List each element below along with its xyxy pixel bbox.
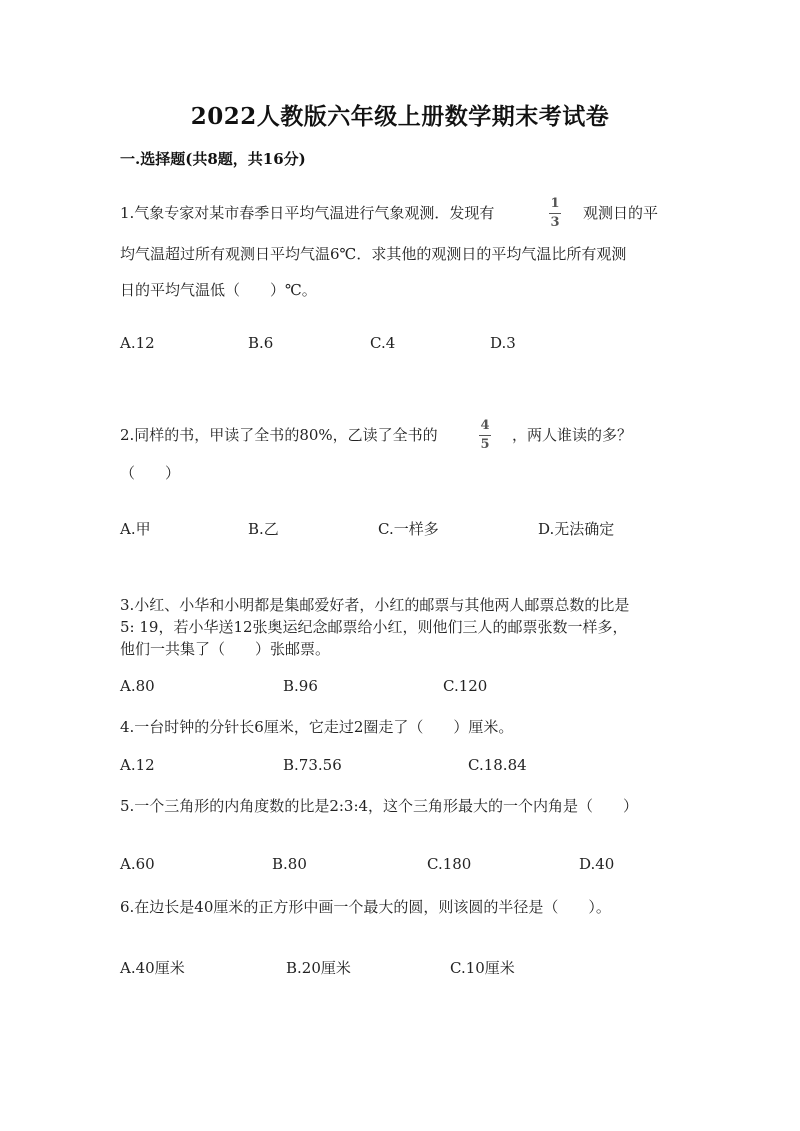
q2-option-b[interactable]: B.乙: [248, 520, 279, 538]
q1-line-2: 均气温超过所有观测日平均气温6℃．求其他的观测日的平均气温比所有观测: [120, 245, 627, 263]
q3-line-1: 3.小红、小华和小明都是集邮爱好者，小红的邮票与其他两人邮票总数的比是: [120, 596, 630, 614]
q3-option-c[interactable]: C.120: [443, 677, 488, 695]
q5-option-a[interactable]: A.60: [120, 855, 155, 873]
q1-fraction-numerator: 1: [550, 196, 560, 211]
q3-line-2: 5: 19，若小华送12张奥运纪念邮票给小红，则他们三人的邮票张数一样多，: [120, 618, 628, 636]
q1-line-1-tail: 观测日的平: [583, 204, 659, 222]
q1-fraction: [549, 197, 561, 230]
q2-fraction-denominator: 5: [480, 437, 490, 452]
q6-option-b[interactable]: B.20厘米: [286, 959, 351, 977]
q3-option-b[interactable]: B.96: [283, 677, 318, 695]
fraction-bar: [549, 213, 561, 214]
q4-option-b[interactable]: B.73.56: [283, 756, 342, 774]
q1-line-1: 1.气象专家对某市春季日平均气温进行气象观测．发现有: [120, 204, 495, 222]
page-title: 2022人教版六年级上册数学期末考试卷: [190, 103, 610, 130]
q2-option-c[interactable]: C.一样多: [378, 520, 439, 538]
q4-option-c[interactable]: C.18.84: [468, 756, 527, 774]
q6-line-1: 6.在边长是40厘米的正方形中画一个最大的圆，则该圆的半径是（ ）。: [120, 898, 611, 916]
q1-fraction-denominator: 3: [550, 215, 560, 230]
q6-option-c[interactable]: C.10厘米: [450, 959, 515, 977]
q1-option-a[interactable]: A.12: [120, 334, 155, 352]
fraction-bar: [479, 435, 491, 436]
q2-fraction: [479, 419, 491, 452]
q5-option-b[interactable]: B.80: [272, 855, 307, 873]
q1-option-c[interactable]: C.4: [370, 334, 396, 352]
q2-option-a[interactable]: A.甲: [120, 520, 151, 538]
section-heading: 一.选择题(共8题，共16分): [120, 150, 306, 168]
q1-option-b[interactable]: B.6: [248, 334, 274, 352]
q5-option-c[interactable]: C.180: [427, 855, 472, 873]
q6-option-a[interactable]: A.40厘米: [120, 959, 185, 977]
q4-line-1: 4.一台时钟的分针长6厘米，它走过2圈走了（ ）厘米。: [120, 718, 514, 736]
q2-fraction-numerator: 4: [480, 418, 490, 433]
q1-option-d[interactable]: D.3: [490, 334, 516, 352]
q2-line-1: 2.同样的书，甲读了全书的80%，乙读了全书的: [120, 426, 438, 444]
q2-option-d[interactable]: D.无法确定: [538, 520, 615, 538]
q2-line-1-tail: ，两人谁读的多？: [512, 426, 633, 444]
q2-line-2: （ ）: [120, 464, 181, 482]
q3-line-3: 他们一共集了（ ）张邮票。: [120, 640, 331, 658]
q3-option-a[interactable]: A.80: [120, 677, 155, 695]
q5-option-d[interactable]: D.40: [579, 855, 615, 873]
q4-option-a[interactable]: A.12: [120, 756, 155, 774]
q1-line-3: 日的平均气温低（ ）℃。: [120, 281, 317, 299]
q5-line-1: 5.一个三角形的内角度数的比是2:3:4，这个三角形最大的一个内角是（ ）: [120, 797, 639, 815]
